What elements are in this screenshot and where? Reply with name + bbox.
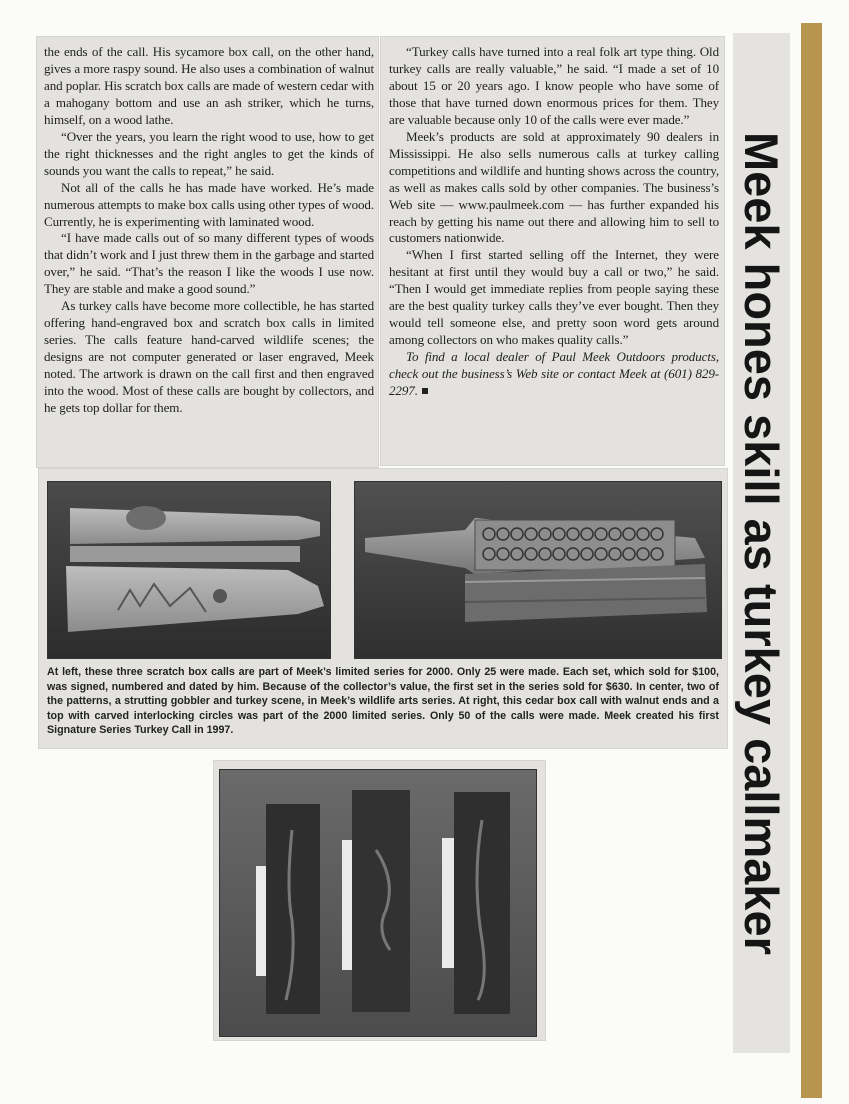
- photo-wildlife-arts-calls: [219, 769, 537, 1037]
- photo-caption: At left, these three scratch box calls are part of Meek’s limited series for 2000. Only 25 were made. Each set, which sold for $100, was signed, numbered and dated by him. Because of the collector’s value, the first set in the series sold for $630. In center, two of the patterns, a strutting gobbler and turkey scene, in Meek’s wildlife arts series. At right, this cedar box call with walnut ends and a top with carved interlocking circles was part of the 2000 limited series. Only 50 of the calls were made. Meek created his first Signature Series Turkey Call in 1997.: [47, 666, 719, 737]
- cedar-box-call-illustration: [355, 482, 721, 658]
- accent-stripe: [801, 23, 822, 1098]
- paragraph: the ends of the call. His sycamore box call, on the other hand, gives a more raspy sound. He also uses a combination of walnut and poplar. His scratch box calls are made of western cedar with a mahogany bottom and use an ash striker, which he turns, himself, on a wood lathe.: [44, 44, 374, 127]
- headline: Meek hones skill as turkey callmaker: [735, 131, 788, 955]
- paragraph: “Over the years, you learn the right wood to use, how to get the right thicknesses and the right angles to get the kinds of sounds you want the calls to repeat,” he said.: [44, 128, 374, 178]
- dealer-tip-text: To find a local dealer of Paul Meek Outdoors products, check out the business’s Web site or contact Meek at (601) 829-2297.: [389, 349, 719, 399]
- wildlife-arts-calls-illustration: [220, 770, 536, 1036]
- paragraph: As turkey calls have become more collectible, he has started offering hand-engraved box and scratch box calls in limited series. The calls feature hand-carved wildlife scenes; the designs are not computer generated or laser engraved, Meek noted. The artwork is drawn on the call first and then engraved into the wood. Most of these calls are bought by collectors, and he gets top dollar for them.: [44, 298, 374, 416]
- paragraph: Not all of the calls he has made have worked. He’s made numerous attempts to make box calls using other types of wood. Currently, he is experimenting with laminated wood.: [44, 179, 374, 229]
- article-column-1: [44, 44, 374, 417]
- dealer-tip-paragraph: [389, 349, 719, 400]
- paragraph: Meek’s products are sold at approximately 90 dealers in Mississippi. He also sells numerous calls at turkey calling competitions and wildlife and hunting shows across the country, as well as makes calls sold by other companies. The business’s Web site — www.paulmeek.com — has further expanded his reach by getting his name out there and allowing him to sell to customers nationwide.: [389, 128, 719, 246]
- headline-container: [733, 33, 790, 1053]
- photo-scratch-box-calls: [47, 481, 331, 659]
- paragraph: “I have made calls out of so many different types of woods that didn’t work and I just threw them in the garbage and started over,” he said. “That’s the reason I like the woods I use now. They are stable and make a good sound.”: [44, 230, 374, 297]
- photo-cedar-box-call: [354, 481, 722, 659]
- end-mark-icon: [422, 388, 428, 394]
- paragraph: “When I first started selling off the Internet, they were hesitant at first until they would buy a call or two,” he said. “Then I would get immediate replies from people saying these are the best quality turkey calls they’ve ever bought. Then they would tell someone else, and pretty soon word gets around among collectors on who makes quality calls.”: [389, 247, 719, 348]
- article-column-2: [389, 44, 719, 400]
- scratch-box-calls-illustration: [48, 482, 330, 658]
- paragraph: “Turkey calls have turned into a real folk art type thing. Old turkey calls are really valuable,” he said. “I made a set of 10 about 15 or 20 years ago. I know people who have some of those that have turned down enormous prices for them. They are valuable because only 10 of the calls were ever made.”: [389, 44, 719, 127]
